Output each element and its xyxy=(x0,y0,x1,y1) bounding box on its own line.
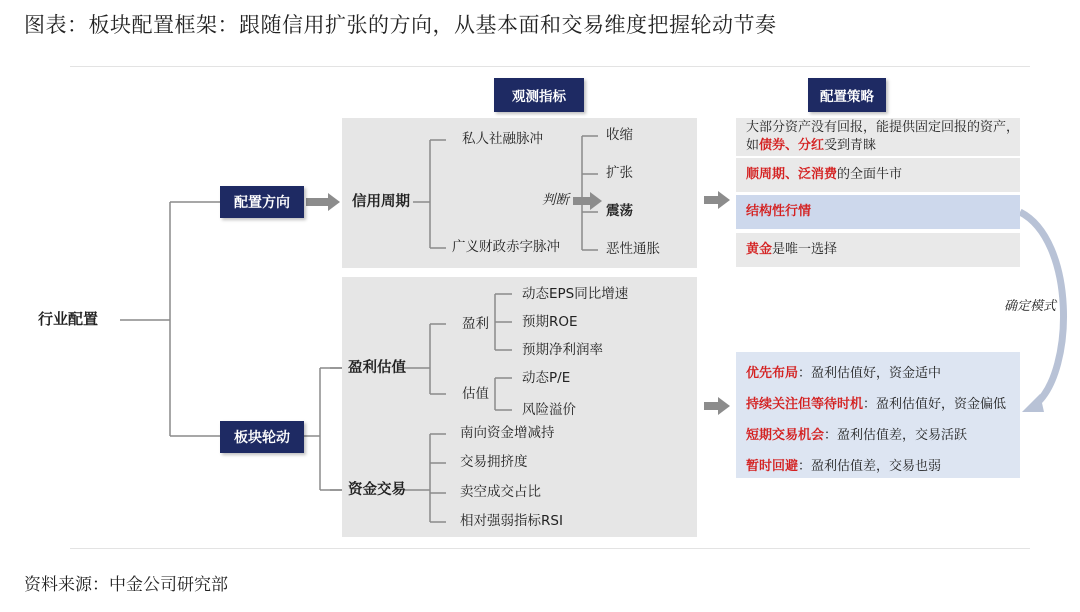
strategy-rotation-desc-2: ：盈利估值好，资金偏低 xyxy=(863,397,1007,412)
strategy-rotation-item-4 xyxy=(746,455,941,474)
valuation-label: 盈利估值 xyxy=(348,360,406,376)
strategy-oscillation xyxy=(736,195,1020,229)
credit-input-private: 私人社融脉冲 xyxy=(462,131,543,147)
strategy-hyperinflation xyxy=(736,233,1020,267)
strategy-oscillation-line xyxy=(746,203,1010,221)
strategy-contraction xyxy=(736,118,1020,156)
state-hyperinflation: 恶性通胀 xyxy=(606,241,660,257)
profit-item-eps: 动态EPS同比增速 xyxy=(522,286,629,302)
strategy-contraction-line1: 大部分资产没有回报，能提供固定回报的资产， xyxy=(746,120,1020,136)
strategy-expansion-post: 的全面牛市 xyxy=(837,167,903,183)
bottom-divider xyxy=(70,548,1030,549)
strategy-rotation-desc-3: ：盈利估值差，交易活跃 xyxy=(824,428,968,443)
direction-branch: 配置方向 xyxy=(220,186,304,218)
strategy-rotation-key-1: 优先布局 xyxy=(746,366,799,381)
strategy-contraction-line2 xyxy=(746,137,1010,155)
rotation-branch: 板块轮动 xyxy=(220,421,304,453)
trading-item-rsi: 相对强弱指标RSI xyxy=(460,513,563,529)
strategy-rotation-item-3 xyxy=(746,424,967,443)
judge-label: 判断 xyxy=(542,192,569,208)
strategy-expansion-highlight: 顺周期、泛消费 xyxy=(746,167,838,183)
state-expansion: 扩张 xyxy=(606,165,633,181)
trading-label: 资金交易 xyxy=(348,482,406,498)
profit-item-margin: 预期净利润率 xyxy=(522,342,603,358)
strategy-hyperinflation-line xyxy=(746,241,1010,259)
strategy-contraction-post: 受到青睐 xyxy=(824,138,877,153)
strategy-contraction-highlight: 债券、分红 xyxy=(759,138,825,153)
trading-item-short: 卖空成交占比 xyxy=(460,484,541,500)
strategy-expansion xyxy=(736,158,1020,192)
strategy-oscillation-highlight: 结构性行情 xyxy=(746,204,812,220)
strategy-rotation-key-3: 短期交易机会 xyxy=(746,428,825,443)
credit-cycle-label: 信用周期 xyxy=(352,194,410,210)
credit-input-fiscal: 广义财政赤字脉冲 xyxy=(452,239,560,255)
value-item-premium: 风险溢价 xyxy=(522,402,576,418)
value-item-pe: 动态P/E xyxy=(522,370,571,386)
trading-item-crowding: 交易拥挤度 xyxy=(460,454,528,470)
strategy-rotation-desc-1: ：盈利估值好，资金适中 xyxy=(798,366,942,381)
mode-label: 确定模式 xyxy=(1004,299,1057,314)
trading-item-southbound: 南向资金增减持 xyxy=(460,425,555,441)
strategy-expansion-line xyxy=(746,166,1010,184)
strategy-rotation-key-2: 持续关注但等待时机 xyxy=(746,397,864,412)
strategy-rotation-item-2 xyxy=(746,393,1006,412)
state-oscillation: 震荡 xyxy=(606,203,633,219)
profit-item-roe: 预期ROE xyxy=(522,314,578,330)
strategy-hyperinflation-highlight: 黄金 xyxy=(746,242,773,258)
source-note: 资料来源：中金公司研究部 xyxy=(24,575,228,595)
indicators-header: 观测指标 xyxy=(494,78,584,112)
page-title: 图表：板块配置框架：跟随信用扩张的方向，从基本面和交易维度把握轮动节奏 xyxy=(24,13,777,37)
strategy-hyperinflation-post: 是唯一选择 xyxy=(772,242,838,258)
root-label: 行业配置 xyxy=(38,310,99,328)
strategy-rotation-key-4: 暂时回避 xyxy=(746,459,799,474)
profit-label: 盈利 xyxy=(462,316,489,332)
strategy-rotation-desc-4: ：盈利估值差，交易也弱 xyxy=(798,459,942,474)
strategy-contraction-pre: 如 xyxy=(746,138,760,153)
state-contraction: 收缩 xyxy=(606,127,633,143)
value-label: 估值 xyxy=(462,386,489,402)
strategy-header: 配置策略 xyxy=(808,78,886,112)
strategy-rotation-item-1 xyxy=(746,362,941,381)
